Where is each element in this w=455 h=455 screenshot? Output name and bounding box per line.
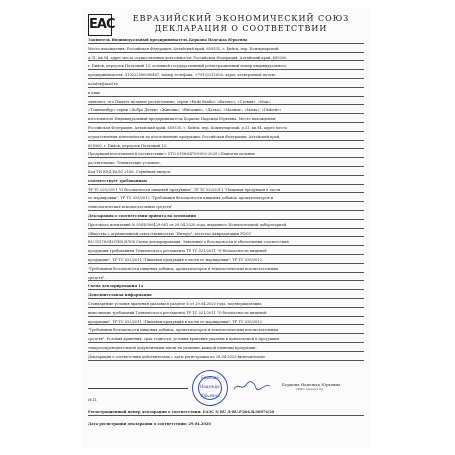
registration-date: Дата регистрации декларации о соответствии: 29.04.2020 xyxy=(88,422,211,426)
underline-rule xyxy=(88,342,364,343)
body-line: "Требования безопасности пищевых добавок, ароматизаторов и технологических вспомогательных xyxy=(88,328,279,333)
body-line: технологических вспомогательных средств" xyxy=(88,205,173,210)
underline-rule xyxy=(88,298,364,299)
body-line: "Требования безопасности пищевых добавок, ароматизаторов и технологических вспомогательных xyxy=(88,266,279,271)
underline-rule xyxy=(88,131,364,132)
document-title xyxy=(116,14,366,34)
underline-rule xyxy=(88,122,364,123)
body-line: Стандартные условия хранения указаны в разделе 6 от 29.04.2020 года, подтверждающих xyxy=(88,302,262,306)
signature-line xyxy=(88,388,188,389)
underline-rule xyxy=(88,43,364,44)
body-line: Код ТН ВЭД ЕАЭС 2106, Серийный выпуск xyxy=(88,170,171,174)
underline-rule xyxy=(88,254,364,255)
mp-mark: М.П. xyxy=(88,398,98,402)
body-line: г. Бийск, переулок Почтовый 13, основной государственный регистрационный номер индивидуального xyxy=(88,64,287,69)
underline-rule xyxy=(88,148,364,149)
body-line: Заявитель Индивидуальный предприниматель Боркова Надежда Юрьевна xyxy=(88,38,248,42)
underline-rule xyxy=(88,236,364,237)
underline-rule xyxy=(88,201,364,202)
underline-rule xyxy=(88,140,364,141)
underline-rule xyxy=(88,175,364,176)
body-line: natalex@mail.ru xyxy=(88,82,118,86)
body-line: соответствует требованиям xyxy=(88,178,147,183)
underline-rule xyxy=(88,157,364,158)
declaration-page xyxy=(82,8,370,448)
underline-rule xyxy=(88,113,364,114)
body-line: предпринимателя: 319222500090467, номер телефона: +79132211620, адрес электронной почты: xyxy=(88,73,276,78)
underline-rule xyxy=(88,245,364,246)
title-union: ЕВРАЗИЙСКИЙ ЭКОНОМИЧЕСКИЙ СОЮЗ xyxy=(132,14,350,23)
underline-rule xyxy=(88,324,364,325)
body-line: в лице xyxy=(88,90,101,95)
seal-text-top: Боркова xyxy=(201,375,219,380)
body-line: средств". xyxy=(88,275,106,280)
seal-stamp xyxy=(192,370,228,406)
underline-rule xyxy=(88,272,364,273)
body-line: Российская Федерация, Алтайский край, 659335, г. Бийск, пер. Коммунарский, д.31, кв.94, адрес места xyxy=(88,126,288,130)
body-line: заявляет, что Паштет цельные растительные, серии «Eniki Beniki» «Фитнес», «Стевия», «Мак», xyxy=(88,99,272,104)
body-line: Декларация о соответствии действительна с даты регистрации по 28.04.2025 включительно xyxy=(88,354,265,359)
underline-rule xyxy=(88,351,364,352)
body-line: ее маркировки", ТР ТС 029/2012 "Требования безопасности пищевых добавок, ароматизаторов и xyxy=(88,196,274,201)
body-line: Протокола испытаний № 93/Н/000429-001 от 29.04.2020 года, выданного Испытательной лабораторией xyxy=(88,222,287,227)
body-line: Схема декларирования 1д xyxy=(88,284,144,289)
registration-number: Регистрационный номер декларации о соответствии: ЕАЭС N RU Д-RU.РД04.В.06874/20 xyxy=(88,410,275,414)
body-line: Дополнительная информация xyxy=(88,293,152,298)
underline-rule xyxy=(88,316,364,317)
body-line: «Топинамбур» серии «Добро Детям» «Живчик», «Витамин», «Детка», «Малыш», «Мама», «Diabetic» xyxy=(88,108,282,113)
underline-rule xyxy=(88,333,364,334)
underline-rule xyxy=(88,60,364,61)
body-line: ТР ТС 021/2011 "О безопасности пищевой продукции", ТР ТС 022/2011 "Пищевая продукция в части xyxy=(88,187,281,192)
body-line: осуществления деятельности по изготовлению продукции: Российская Федерация, Алтайский край, xyxy=(88,134,281,139)
underline-rule xyxy=(88,78,364,79)
underline-rule xyxy=(88,210,364,211)
underline-rule xyxy=(88,184,364,185)
rule-reg xyxy=(88,415,364,416)
handwritten-signature xyxy=(232,380,272,392)
title-declaration: ДЕКЛАРАЦИЯ О СООТВЕТСТВИИ xyxy=(154,24,328,33)
underline-rule xyxy=(88,166,364,167)
underline-rule xyxy=(88,307,364,308)
seal-text-mid: Надежда xyxy=(200,384,220,389)
signer-name: Боркова Надежда Юрьевна xyxy=(282,382,341,387)
body-line: продукции требованиям Технического регламента ТР ТС 021/2011 "О безопасности пищевой xyxy=(88,249,267,254)
body-line: Продукция изготовлена в соответствии с СТО 0196-64709-002-2020 «Паштеты цельные xyxy=(88,152,256,157)
seal-text-bot: Юрьевна xyxy=(200,393,220,398)
body-line: Общество с ограниченной ответственностью "Интеро", аттестат аккредитации РОСС xyxy=(88,231,252,236)
signer-block xyxy=(282,382,340,392)
underline-rule xyxy=(88,360,364,361)
underline-rule xyxy=(88,280,364,281)
body-line: продукции", ТР ТС 022/2011 "Пищевая продукция в части ее маркировки", ТР ТС 029/2012 xyxy=(88,319,262,324)
underline-rule xyxy=(88,228,364,229)
body-line: выполнение требований Технического регламента ТР ТС 021/2011 "О безопасности пищевой xyxy=(88,310,267,315)
underline-rule xyxy=(88,69,364,70)
underline-rule xyxy=(88,219,364,220)
underline-rule xyxy=(88,263,364,264)
body-line: товаросопроводительной документации и/или на упаковке каждой единицы продукции. xyxy=(88,346,257,350)
body-line: изготовитель Индивидуальный предприниматель Боркова Надежда Юрьевна. Место нахождения: xyxy=(88,117,277,122)
body-line: Декларация о соответствии принята на основании xyxy=(88,214,196,218)
signer-caption: (ФИО заявителя) xyxy=(296,387,324,391)
underline-rule xyxy=(88,192,364,193)
body-line: 659300, г. Бийск, переулок Почтовый 13. xyxy=(88,143,168,148)
body-line: д.31, кв.94, адрес места осуществления деятельности: Российская Федерация, Алтайский край, 659300, xyxy=(88,55,288,60)
body-line: средств". Условия хранения, срок годности, условия хранения указаны в прилагаемой к продукции xyxy=(88,337,280,342)
underline-rule xyxy=(88,52,364,53)
underline-rule xyxy=(88,87,364,88)
underline-rule xyxy=(88,289,364,290)
body-line: продукции", ТР ТС 022/2011 "Пищевая продукция в части ее маркировки", ТР ТС 029/2012 xyxy=(88,258,262,262)
body-line: RU.31578.04ОЛН0.ИЛ08 Схема декларирования. Заявление о безопасности и обеспечении соответствия xyxy=(88,240,289,245)
body-line: Место нахождения: Российская Федерация, Алтайский край, 659335, г. Бийск, пер. Коммунарский, xyxy=(88,46,280,51)
eac-logo: EAC xyxy=(88,14,112,36)
underline-rule xyxy=(88,96,364,97)
underline-rule xyxy=(88,104,364,105)
body-line: растительные. Технические условия». xyxy=(88,161,162,166)
